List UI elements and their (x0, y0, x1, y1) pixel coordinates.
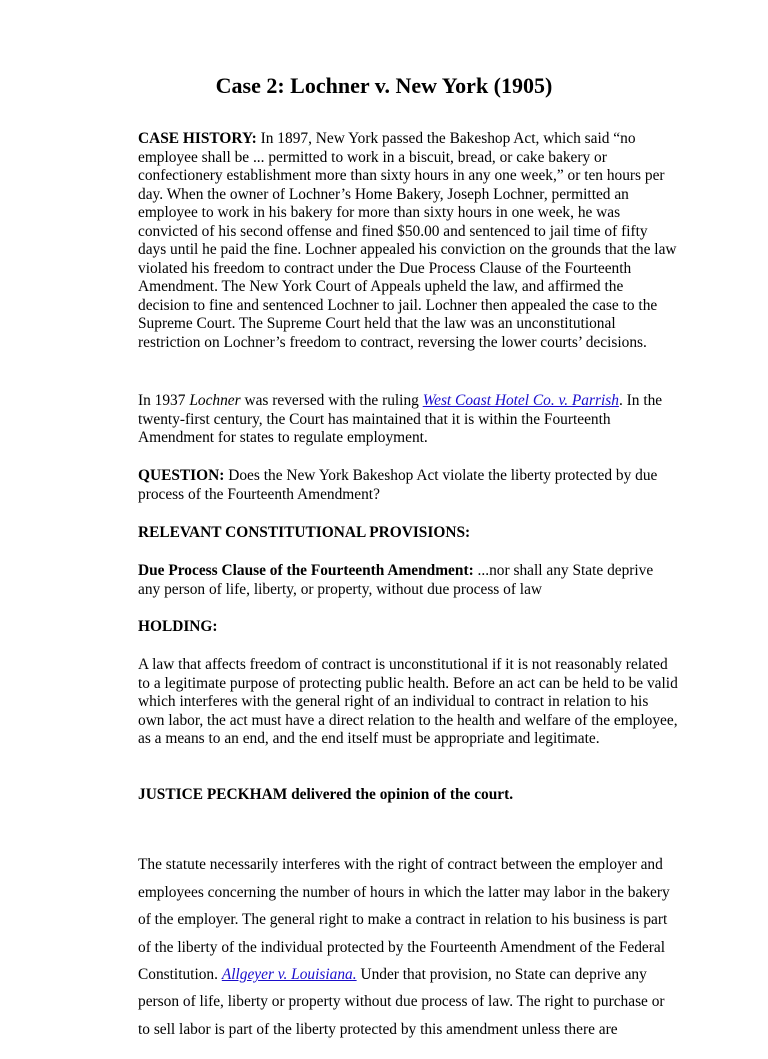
holding-text: A law that affects freedom of contract is unconstitutional if it is not reasonably related to a legitimate purpose of protecting public health. Before an act can be held to be valid which interferes with the general right of an individual to contract in relation to his own labor, the act must have a direct relation to the health and welfare of the employee, as a means to an end, and the end itself must be appropriate and legitimate. (138, 656, 678, 747)
opinion-post: Under that provision, no State can deprive any person of life, liberty or property without due process of law. The right to purchase or to sell labor is part of the liberty protected by this amendment unless there are (138, 966, 665, 1038)
case-history-label: CASE HISTORY: (138, 130, 257, 147)
reversal-case-name: Lochner (189, 392, 241, 409)
provisions-heading: RELEVANT CONSTITUTIONAL PROVISIONS: (138, 524, 471, 541)
reversal-pre: In 1937 (138, 392, 190, 409)
opinion-paragraph (138, 836, 678, 1059)
opinion-heading: JUSTICE PECKHAM delivered the opinion of the court. (138, 786, 514, 803)
reversal-paragraph (138, 392, 678, 448)
question-text: Does the New York Bakeshop Act violate the liberty protected by due process of the Fourteenth Amendment? (138, 467, 658, 503)
due-process-label: Due Process Clause of the Fourteenth Amendment: (138, 562, 474, 579)
reversal-mid: was reversed with the ruling (240, 392, 423, 409)
page-title: Case 2: Lochner v. New York (1905) (215, 73, 553, 98)
holding-heading: HOLDING: (138, 618, 218, 635)
question-label: QUESTION: (138, 467, 225, 484)
due-process-text: ...nor shall any State deprive any person of life, liberty, or property, without due process of law (138, 562, 654, 598)
reversal-post: . In the twenty-first century, the Court has maintained that it is within the Fourteenth Amendment for states to regulate employment. (138, 392, 663, 446)
case-history-paragraph (138, 130, 678, 352)
question-paragraph (138, 467, 678, 504)
opinion-heading-block (138, 786, 678, 805)
due-process-paragraph (138, 562, 678, 599)
opinion-pre: The statute necessarily interferes with the right of contract between the employer and employees concerning the number of hours in which the latter may labor in the bakery of the employer. The general right to make a contract in relation to his business is part of the liberty of the individual protected by the Fourteenth Amendment of the Federal Constitution. (138, 856, 670, 984)
allgeyer-link[interactable]: Allgeyer v. Louisiana. (221, 966, 357, 984)
provisions-heading-block (138, 524, 678, 543)
holding-paragraph (138, 656, 678, 749)
west-coast-hotel-link[interactable]: West Coast Hotel Co. v. Parrish (422, 392, 619, 409)
case-history-text: In 1897, New York passed the Bakeshop Act, which said “no employee shall be ... permitted to work in a biscuit, bread, or cake bakery or confectionery establishment more than sixty hours in any one week,” or ten hours per day. When the owner of Lochner’s Home Bakery, Joseph Lochner, permitted an employee to work in his bakery for more than sixty hours in one week, he was convicted of his second offense and fined $50.00 and sentenced to jail time of fifty days until he paid the fine. Lochner appealed his conviction on the grounds that the law violated his freedom to contract under the Due Process Clause of the Fourteenth Amendment. The New York Court of Appeals upheld the law, and affirmed the decision to fine and sentenced Lochner to jail. Lochner then appealed the case to the Supreme Court. The Supreme Court held that the law was an unconstitutional restriction on Lochner’s freedom to contract, reversing the lower courts’ decisions. (138, 130, 677, 351)
holding-heading-block (138, 618, 678, 637)
